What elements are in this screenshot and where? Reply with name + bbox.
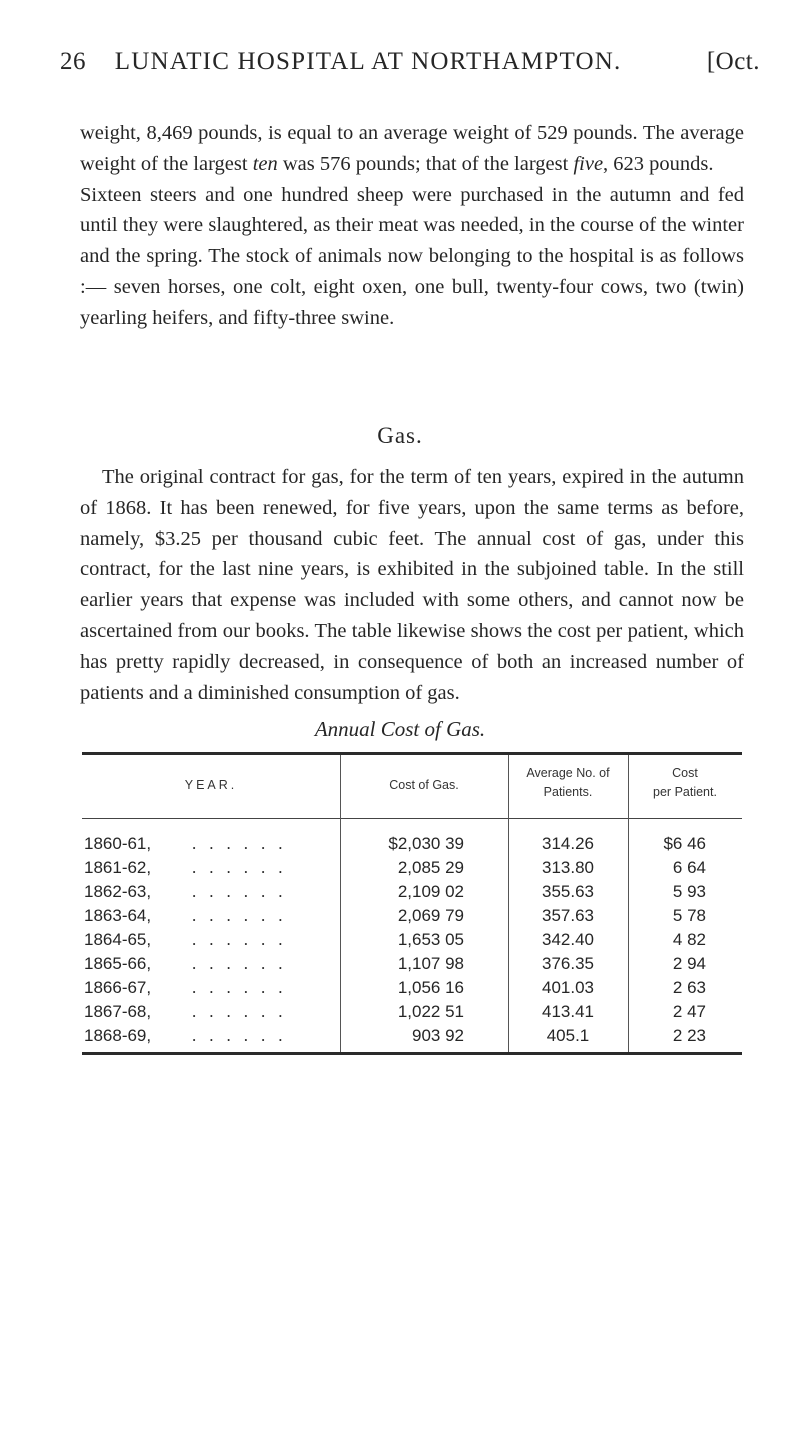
table-row: 1861-62, ...... 2,085 29 313.80 6 64 — [84, 858, 706, 877]
page-number: 26 — [60, 48, 86, 75]
table-row: 1867-68, ...... 1,022 51 413.41 2 47 — [84, 1002, 706, 1021]
paragraph-livestock: Sixteen steers and one hundred sheep were purchased in the autumn and fed until they were slaughtered, as their meat was needed, in the course of the winter and the spring. The stock of animals now belonging to the hospital is as follows :— seven horses, one colt, eight oxen, one bull, twenty-four cows, two (twin) yearling heifers, and fifty-three swine. — [80, 183, 744, 329]
body-text-top — [80, 118, 744, 334]
paragraph-weights: weight, 8,469 pounds, is equal to an average weight of 529 pounds. The average weight of the largest ten was 576 pounds; that of the largest five, 623 pounds. — [80, 122, 744, 175]
table-row: 1868-69, ...... 903 92 405.1 2 23 — [84, 1026, 706, 1045]
section-heading: Gas. — [377, 423, 423, 448]
table-header-rule — [82, 818, 742, 819]
table-caption: Annual Cost of Gas. — [314, 717, 486, 741]
running-month: [Oct. — [706, 48, 760, 75]
table-row: 1863-64, ...... 2,069 79 357.63 5 78 — [84, 906, 706, 925]
header-year: YEAR. — [184, 778, 238, 792]
gas-cost-table — [82, 752, 742, 1057]
table-row: 1866-67, ...... 1,056 16 401.03 2 63 — [84, 978, 706, 997]
header-cost-per-patient: Cost per Patient. — [653, 766, 717, 799]
header-cost: Cost of Gas. — [389, 778, 459, 792]
table-row: 1865-66, ...... 1,107 98 376.35 2 94 — [84, 954, 706, 973]
header-average-patients: Average No. of Patients. — [526, 766, 610, 799]
table-row: 1864-65, ...... 1,653 05 342.40 4 82 — [84, 930, 706, 949]
table-row: 1860-61, ...... $2,030 39 314.26 $6 46 — [84, 834, 706, 853]
page-header — [60, 48, 760, 76]
table-top-rule — [82, 752, 742, 755]
running-title: LUNATIC HOSPITAL AT NORTHAMPTON. — [114, 48, 622, 75]
table-row: 1862-63, ...... 2,109 02 355.63 5 93 — [84, 882, 706, 901]
table-bottom-rule — [82, 1052, 742, 1055]
paragraph-gas: The original contract for gas, for the term of ten years, expired in the autumn of 1868. It has been renewed, for five years, upon the same terms as before, namely, $3.25 per thousand cubic feet. The annual cost of gas, under this contract, for the last nine years, is exhibited in the subjoined table. In the still earlier years that expense was included with some others, and cannot now be ascertained from our books. The table likewise shows the cost per patient, which has pretty rapidly decreased, in consequence of both an increased number of patients and a diminished consumption of gas. — [80, 466, 744, 704]
